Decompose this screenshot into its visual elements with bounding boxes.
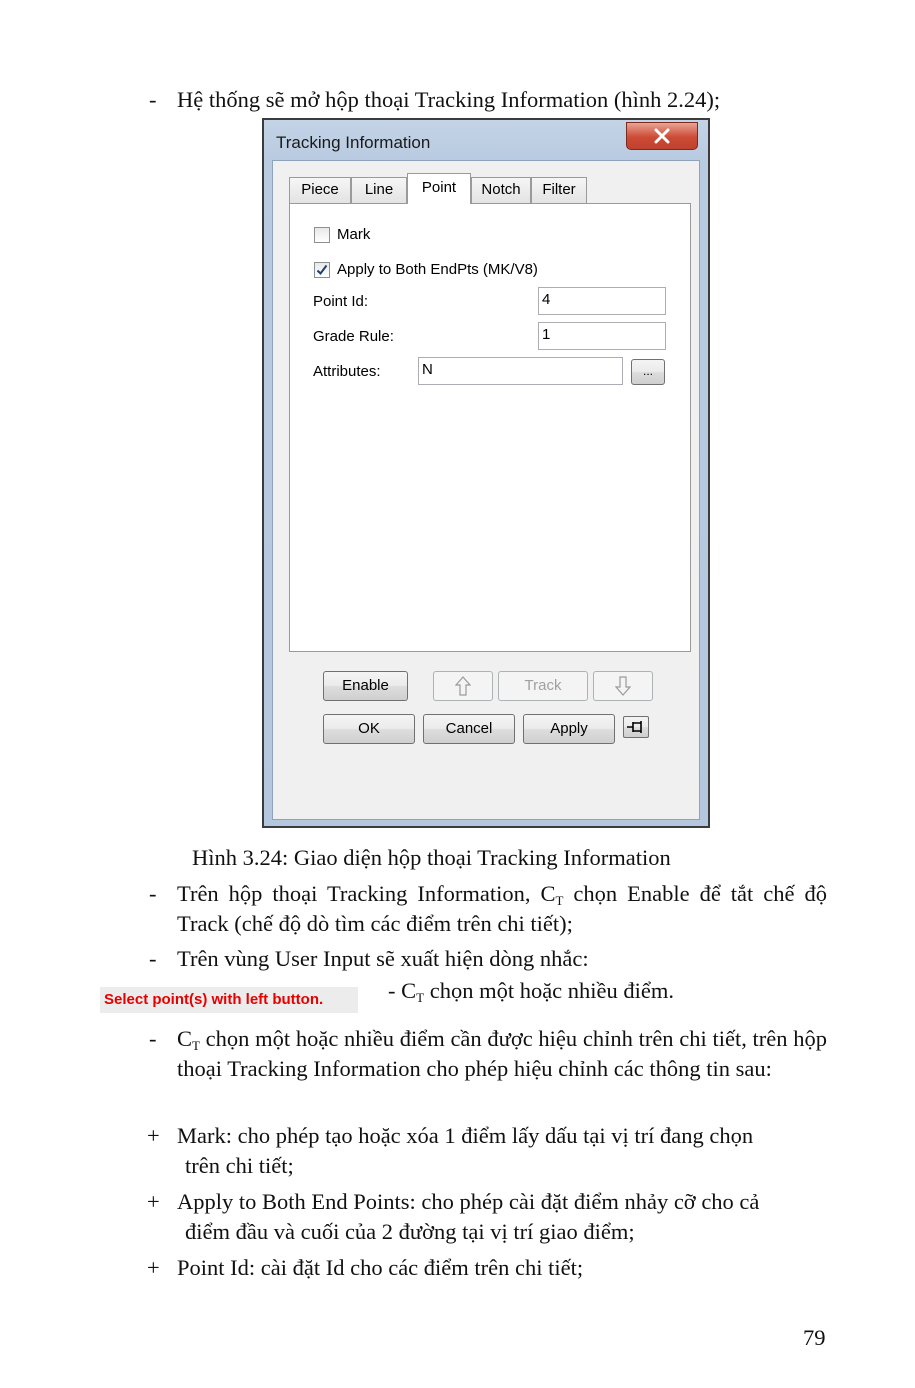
dash-bullet: - [149, 87, 157, 112]
track-previous-button[interactable] [433, 671, 493, 701]
pin-icon [626, 719, 646, 735]
point-id-input[interactable]: 4 [538, 287, 666, 315]
arrow-down-icon [615, 676, 631, 696]
tab-notch[interactable]: Notch [471, 177, 531, 203]
bullet-user-input-paragraph: Trên vùng User Input sẽ xuất hiện dòng nhắc: [177, 946, 589, 971]
dash-bullet: - [149, 881, 157, 906]
bullet-select-points-paragraph: $C_T$ chọn một hoặc nhiều điểm cần được hiệu chỉnh trên chi tiết, trên hộp thoại Tracking Information cho phép hiệu chỉnh các thông tin sau: [177, 1026, 827, 1081]
track-button[interactable]: Track [498, 671, 588, 701]
ok-button[interactable]: OK [323, 714, 415, 744]
apply-button[interactable]: Apply [523, 714, 615, 744]
arrow-up-icon [455, 676, 471, 696]
page-number: 79 [803, 1325, 826, 1350]
cancel-button[interactable]: Cancel [423, 714, 515, 744]
point-tab-panel [289, 203, 691, 652]
mark-checkbox[interactable] [314, 227, 330, 243]
intro-line: Hệ thống sẽ mở hộp thoại Tracking Information (hình 2.24); [177, 87, 721, 112]
dialog-client-area [272, 160, 700, 820]
apply-both-endpts-checkbox[interactable] [314, 262, 330, 278]
plus-mark-line1: Mark: cho phép tạo hoặc xóa 1 điểm lấy dấu tại vị trí đang chọn [177, 1123, 754, 1148]
tab-point[interactable]: Point [407, 173, 471, 204]
attributes-input[interactable]: N [418, 357, 623, 385]
apply-both-endpts-label: Apply to Both EndPts (MK/V8) [337, 261, 538, 278]
pin-button[interactable] [623, 716, 649, 738]
close-button[interactable] [626, 122, 698, 150]
prompt-description: - $C_T$ chọn một hoặc nhiều điểm. [388, 978, 675, 1005]
plus-apply-line2: điểm đầu và cuối của 2 đường tại vị trí giao điểm; [185, 1219, 635, 1244]
dash-bullet: - [149, 946, 157, 971]
attributes-label: Attributes: [313, 363, 381, 380]
tab-piece[interactable]: Piece [289, 177, 351, 203]
point-id-label: Point Id: [313, 293, 369, 310]
plus-mark-line2: trên chi tiết; [185, 1153, 294, 1178]
bullet-enable-paragraph: Trên hộp thoại Tracking Information, $C_T$ chọn Enable để tắt chế độ Track (chế độ dò tìm các điểm trên chi tiết); [177, 881, 827, 936]
grade-rule-label: Grade Rule: [313, 328, 394, 345]
enable-button[interactable]: Enable [323, 671, 408, 701]
tab-filter[interactable]: Filter [531, 177, 587, 203]
plus-point-id-line: Point Id: cài đặt Id cho các điểm trên chi tiết; [177, 1255, 584, 1280]
user-input-prompt-image: Select point(s) with left button. [100, 987, 358, 1013]
tab-line[interactable]: Line [351, 177, 407, 203]
grade-rule-input[interactable]: 1 [538, 322, 666, 350]
plus-bullet: + [147, 1123, 160, 1148]
dialog-title: Tracking Information [276, 133, 431, 152]
mark-label: Mark [337, 226, 371, 243]
plus-bullet: + [147, 1255, 160, 1280]
checkmark-icon [316, 264, 328, 276]
track-next-button[interactable] [593, 671, 653, 701]
plus-apply-line1: Apply to Both End Points: cho phép cài đặt điểm nhảy cỡ cho cả [177, 1189, 760, 1214]
attributes-browse-button[interactable]: ... [631, 359, 665, 385]
close-icon [653, 128, 671, 144]
plus-bullet: + [147, 1189, 160, 1214]
tracking-information-dialog [262, 118, 710, 828]
figure-caption: Hình 3.24: Giao diện hộp thoại Tracking Information [192, 845, 671, 870]
dash-bullet: - [149, 1026, 157, 1051]
